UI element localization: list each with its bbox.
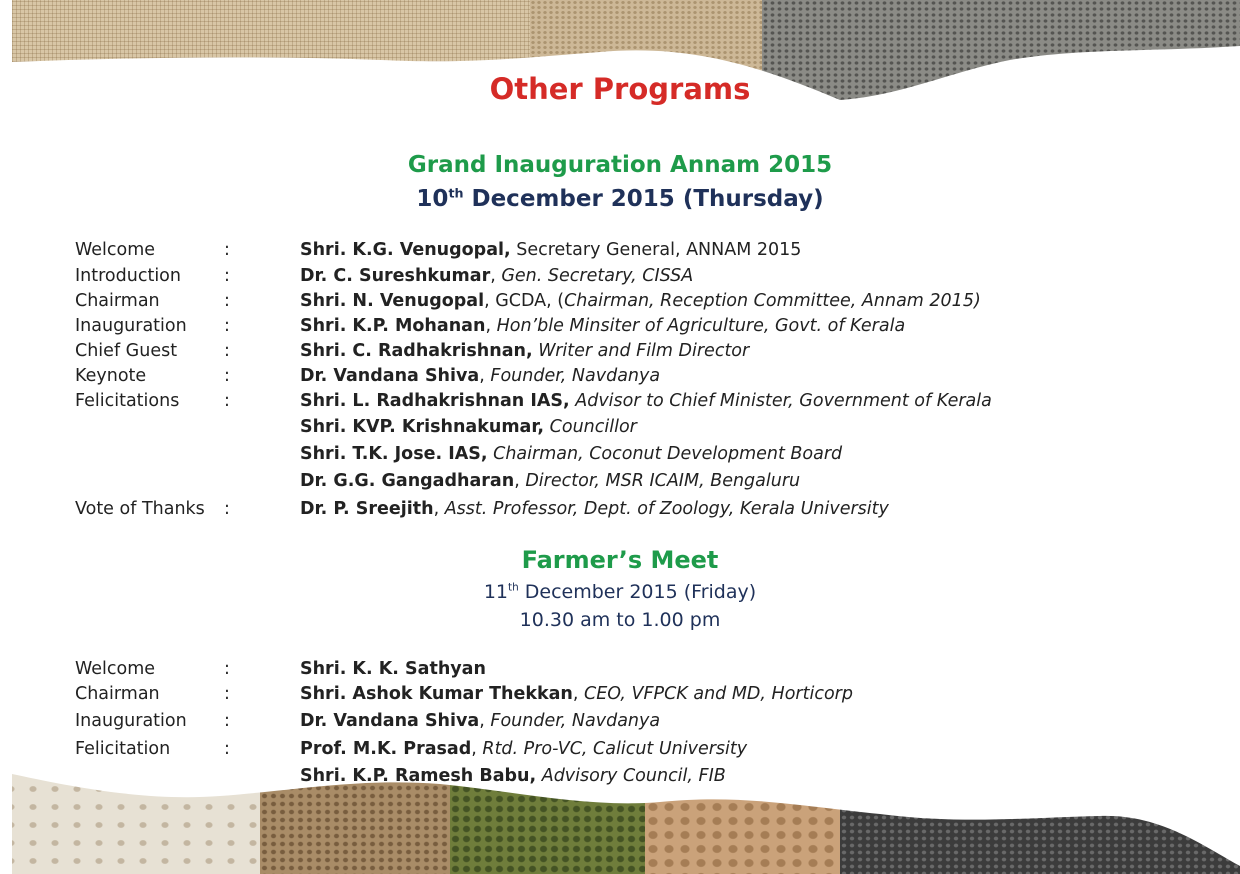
person-desc: ,: [572, 684, 585, 704]
person-name: Shri. Ashok Kumar Thekkan: [300, 684, 573, 704]
person-desc-italic: Writer and Film Director: [538, 341, 750, 361]
person-desc-italic: Chairman, Reception Committee, Annam 2015): [564, 291, 981, 311]
person-desc: ,: [485, 316, 497, 336]
colon-separator: :: [224, 366, 230, 386]
person-desc: ,: [514, 471, 526, 491]
person-entry: [300, 364, 660, 388]
role-label: Welcome: [75, 240, 156, 260]
person-entry: [300, 469, 800, 493]
schedule-row: [0, 238, 1240, 262]
person-desc-italic: Chairman, Coconut Development Board: [493, 444, 843, 464]
farmers-meet-heading: Farmer’s Meet: [521, 546, 719, 574]
role-label: Felicitations: [75, 391, 180, 411]
person-name: Shri. KVP. Krishnakumar,: [300, 417, 545, 437]
schedule-row: [0, 289, 1240, 313]
schedule-row: [0, 682, 1240, 706]
person-entry: [300, 289, 981, 313]
top-decorative-band: [0, 0, 1240, 130]
person-name: Dr. C. Sureshkumar: [300, 266, 491, 286]
person-name: Dr. Vandana Shiva: [300, 711, 480, 731]
person-desc: ,: [433, 499, 445, 519]
person-name: Shri. K.G. Venugopal,: [300, 240, 511, 260]
person-desc-italic: Advisory Council, FIB: [541, 766, 726, 786]
colon-separator: :: [224, 684, 230, 704]
person-name: Dr. P. Sreejith: [300, 499, 434, 519]
person-entry: [300, 709, 660, 733]
farmers-meet-date-suffix: th: [508, 581, 519, 594]
schedule-row: [0, 415, 1240, 439]
person-name: Shri. K.P. Mohanan: [300, 316, 486, 336]
schedule-row: [0, 469, 1240, 493]
farmers-meet-date: [0, 581, 1240, 603]
role-label: Introduction: [75, 266, 181, 286]
person-entry: [300, 339, 749, 363]
schedule-row: [0, 364, 1240, 388]
person-entry: [300, 415, 637, 439]
person-desc: , GCDA, (: [484, 291, 565, 311]
inauguration-date-day: 10: [416, 186, 449, 212]
schedule-row: [0, 264, 1240, 288]
person-desc-italic: Founder, Navdanya: [490, 711, 661, 731]
colon-separator: :: [224, 391, 230, 411]
person-name: Dr. Vandana Shiva: [300, 366, 480, 386]
role-label: Felicitation: [75, 739, 171, 759]
person-name: Shri. N. Venugopal: [300, 291, 485, 311]
person-entry: [300, 497, 889, 521]
person-entry: [300, 657, 486, 681]
role-label: Chairman: [75, 291, 160, 311]
colon-separator: :: [224, 659, 230, 679]
person-name: Prof. M.K. Prasad: [300, 739, 472, 759]
schedule-row: [0, 339, 1240, 363]
inauguration-date-suffix: th: [448, 185, 464, 201]
person-desc: ,: [471, 739, 483, 759]
farmers-meet-date-rest: December 2015 (Friday): [518, 581, 757, 603]
inauguration-heading: Grand Inauguration Annam 2015: [407, 152, 833, 178]
person-entry: [300, 764, 726, 788]
colon-separator: :: [224, 739, 230, 759]
schedule-row: [0, 389, 1240, 413]
person-desc: Secretary General, ANNAM 2015: [510, 240, 802, 260]
person-entry: [300, 314, 905, 338]
top-wave-edge: [0, 0, 1240, 130]
person-desc: ,: [479, 711, 491, 731]
schedule-row: [0, 709, 1240, 733]
person-desc-italic: Gen. Secretary, CISSA: [501, 266, 694, 286]
person-desc: ,: [490, 266, 502, 286]
schedule-row: [0, 442, 1240, 466]
person-name: Shri. C. Radhakrishnan,: [300, 341, 533, 361]
person-desc-italic: CEO, VFPCK and MD, Horticorp: [584, 684, 853, 704]
person-desc-italic: Director, MSR ICAIM, Bengaluru: [525, 471, 801, 491]
role-label: Inauguration: [75, 316, 187, 336]
schedule-row: [0, 764, 1240, 788]
person-entry: [300, 389, 992, 413]
person-entry: [300, 442, 842, 466]
colon-separator: :: [224, 291, 230, 311]
schedule-row: [0, 314, 1240, 338]
person-desc-italic: Rtd. Pro-VC, Calicut University: [482, 739, 748, 759]
inauguration-date-rest: December 2015 (Thursday): [463, 186, 824, 212]
person-desc-italic: Councillor: [549, 417, 637, 437]
person-name: Dr. G.G. Gangadharan: [300, 471, 515, 491]
role-label: Chairman: [75, 684, 160, 704]
role-label: Welcome: [75, 659, 156, 679]
page-title: Other Programs: [489, 72, 751, 106]
person-name: Shri. L. Radhakrishnan IAS,: [300, 391, 570, 411]
person-desc-italic: Asst. Professor, Dept. of Zoology, Kerala University: [444, 499, 889, 519]
person-entry: [300, 737, 747, 761]
colon-separator: :: [224, 266, 230, 286]
farmers-meet-time: 10.30 am to 1.00 pm: [519, 609, 721, 631]
schedule-row: [0, 657, 1240, 681]
person-desc: ,: [479, 366, 491, 386]
colon-separator: :: [224, 316, 230, 336]
schedule-row: [0, 737, 1240, 761]
person-desc-italic: Advisor to Chief Minister, Government of Kerala: [575, 391, 992, 411]
role-label: Keynote: [75, 366, 147, 386]
person-entry: [300, 682, 853, 706]
colon-separator: :: [224, 711, 230, 731]
person-name: Shri. K. K. Sathyan: [300, 659, 486, 679]
farmers-meet-date-day: 11: [483, 581, 509, 603]
person-entry: [300, 264, 693, 288]
person-name: Shri. T.K. Jose. IAS,: [300, 444, 488, 464]
person-desc-italic: Hon’ble Minsiter of Agriculture, Govt. of Kerala: [496, 316, 906, 336]
person-name: Shri. K.P. Ramesh Babu,: [300, 766, 537, 786]
colon-separator: :: [224, 499, 230, 519]
colon-separator: :: [224, 341, 230, 361]
inauguration-date: [0, 186, 1240, 212]
person-entry: [300, 238, 801, 262]
role-label: Vote of Thanks: [75, 499, 205, 519]
role-label: Inauguration: [75, 711, 187, 731]
colon-separator: :: [224, 240, 230, 260]
schedule-row: [0, 497, 1240, 521]
person-desc-italic: Founder, Navdanya: [490, 366, 661, 386]
role-label: Chief Guest: [75, 341, 178, 361]
